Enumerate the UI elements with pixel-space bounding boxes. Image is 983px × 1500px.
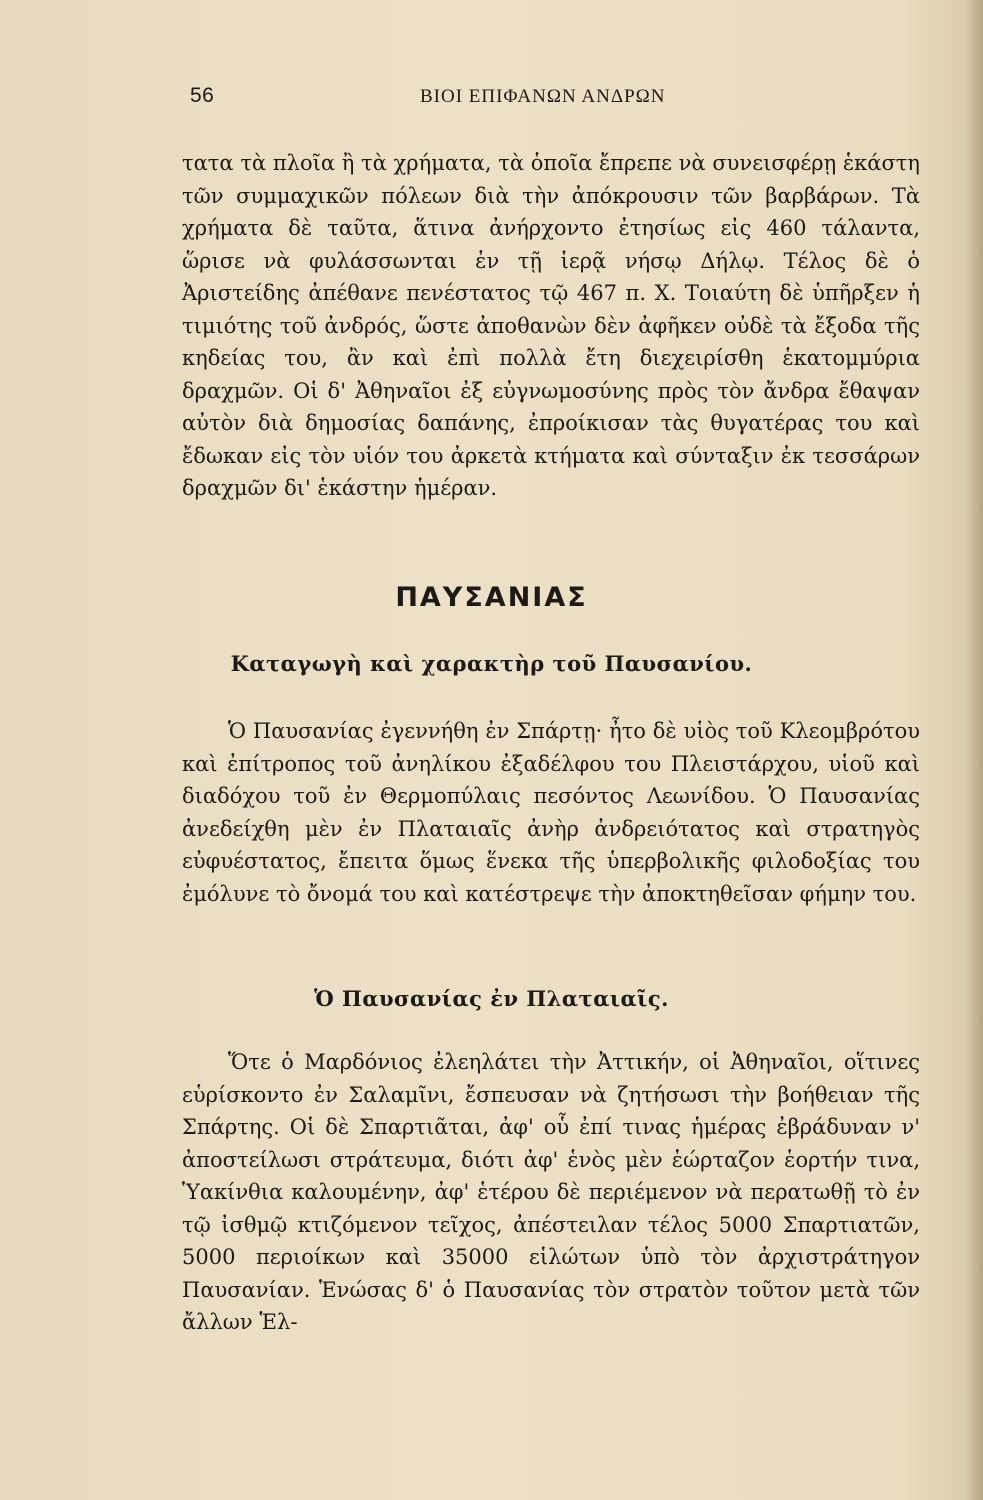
paragraph-pausanias-origin: Ὁ Παυσανίας ἐγεννήθη ἐν Σπάρτῃ· ἦτο δὲ υἱὸς τοῦ Κλεομβρότου καὶ ἐπίτροπος τοῦ ἀνηλίκου ἐξαδέλφου του Πλειστάρχου, υἱοῦ καὶ διαδόχου τοῦ ἐν Θερμοπύλαις πεσόντος Λεωνίδου. Ὁ Παυσανίας ἀνεδείχθη μὲν ἐν Πλαταιαῖς ἀνὴρ ἀνδρειότατος καὶ στρατηγὸς εὐφυέστατος, ἔπειτα ὅμως ἕνεκα τῆς ὑπερβολικῆς φιλοδοξίας του ἐμόλυνε τὸ ὄνομά του καὶ κατέστρεψε τὴν ἀποκτηθεῖσαν φήμην του. bbox=[182, 719, 920, 906]
section-title: ΠΑΥΣΑΝΙΑΣ bbox=[395, 582, 588, 613]
running-head: ΒΙΟΙ ΕΠΙΦΑΝΩΝ ΑΝΔΡΩΝ bbox=[420, 86, 666, 107]
paragraph-aristides-end: τατα τὰ πλοῖα ἢ τὰ χρήματα, τὰ ὁποῖα ἔπρεπε νὰ συνεισφέρῃ ἑκάστη τῶν συμμαχικῶν πόλεων διὰ τὴν ἀπόκρουσιν τῶν βαρβάρων. Τὰ χρήματα δὲ ταῦτα, ἅτινα ἀνήρχοντο ἐτησίως εἰς 460 τάλαντα, ὥρισε νὰ φυλάσσωνται ἐν τῇ ἱερᾷ νήσῳ Δήλῳ. Τέλος δὲ ὁ Ἀριστείδης ἀπέθανε πενέστατος τῷ 467 π. Χ. Τοιαύτη δὲ ὑπῆρξεν ἡ τιμιότης τοῦ ἀνδρός, ὥστε ἀποθανὼν δὲν ἀφῆκεν οὐδὲ τὰ ἔξοδα τῆς κηδείας του, ἂν καὶ ἐπὶ πολλὰ ἔτη διεχειρίσθη ἑκατομμύρια δραχμῶν. Οἱ δ' Ἀθηναῖοι ἐξ εὐγνωμοσύνης πρὸς τὸν ἄνδρα ἔθαψαν αὐτὸν διὰ δημοσίας δαπάνης, ἐπροίκισαν τὰς θυγατέρας του καὶ ἔδωκαν εἰς τὸν υἱόν του ἀρκετὰ κτήματα καὶ σύνταξιν ἐκ τεσσάρων δραχμῶν δι' ἑκάστην ἡμέραν. bbox=[182, 151, 920, 500]
subheading-origin-character: Καταγωγὴ καὶ χαρακτὴρ τοῦ Παυσανίου. bbox=[230, 651, 753, 676]
paragraph-plataea: Ὅτε ὁ Μαρδόνιος ἐλεηλάτει τὴν Ἀττικήν, οἱ Ἀθηναῖοι, οἵτινες εὑρίσκοντο ἐν Σαλαμῖνι, ἔσπευσαν νὰ ζητήσωσι τὴν βοήθειαν τῆς Σπάρτης. Οἱ δὲ Σπαρτιᾶται, ἀφ' οὗ ἐπί τινας ἡμέρας ἐβράδυναν ν' ἀποστείλωσι στράτευμα, διότι ἀφ' ἑνὸς μὲν ἑώρταζον ἑορτήν τινα, Ὑακίνθια καλουμένην, ἀφ' ἑτέρου δὲ περιέμενον νὰ περατωθῇ τὸ ἐν τῷ ἰσθμῷ κτιζόμενον τεῖχος, ἀπέστειλαν τέλος 5000 Σπαρτιατῶν, 5000 περιοίκων καὶ 35000 εἱλώτων ὑπὸ τὸν ἀρχιστράτηγον Παυσανίαν. Ἑνώσας δ' ὁ Παυσανίας τὸν στρατὸν τοῦτον μετὰ τῶν ἄλλων Ἑλ- bbox=[182, 1050, 920, 1334]
page-edge-shadow bbox=[965, 0, 983, 1500]
page-number: 56 bbox=[190, 84, 215, 107]
subheading-plataea: Ὁ Παυσανίας ἐν Πλαταιαῖς. bbox=[314, 986, 669, 1011]
page-header bbox=[0, 84, 983, 118]
